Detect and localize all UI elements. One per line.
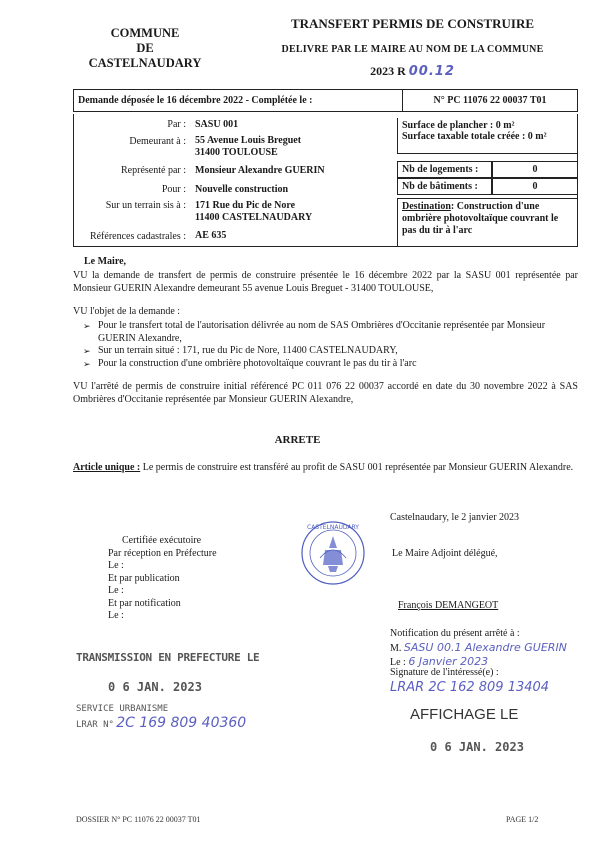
destination-box <box>397 198 578 246</box>
commune-line3: CASTELNAUDARY <box>88 56 202 70</box>
notification-m-hand: SASU 00.1 Alexandre GUERIN <box>403 641 567 654</box>
demande-date: Demande déposée le 16 décembre 2022 - Complétée le : <box>74 90 403 112</box>
article-unique <box>73 462 578 475</box>
terrain-line1: 171 Rue du Pic de Nore <box>195 200 296 211</box>
notification-le-label: Le : <box>390 657 406 668</box>
demeurant-line2: 31400 TOULOUSE <box>195 147 278 158</box>
transmission-stamp: TRANSMISSION EN PREFECTURE LE <box>76 651 260 664</box>
bullet-transfert-text: ➢ Pour le transfert total de l'autorisation délivrée au nom de SAS Ombrières d'Occitanie représentée par Monsieur GUERIN Alexandre, <box>98 320 546 344</box>
represente-label: Représenté par : <box>121 165 186 176</box>
nb-logements-label: Nb de logements : <box>397 161 492 178</box>
service-urbanisme: SERVICE URBANISME <box>76 704 169 714</box>
bullet-terrain-text: ➢ Sur un terrain situé : 171, rue du Pic de Nore, 11400 CASTELNAUDARY, <box>98 345 398 356</box>
pc-number: N° PC 11076 22 00037 T01 <box>403 90 578 112</box>
pour-value: Nouvelle construction <box>195 184 289 195</box>
bullet-transfert <box>84 320 576 345</box>
document-title: TRANSFERT PERMIS DE CONSTRUIRE <box>290 16 535 31</box>
terrain-line2: 11400 CASTELNAUDARY <box>195 212 313 223</box>
terrain-value <box>195 200 312 224</box>
notification-recipient <box>390 641 567 654</box>
affichage-stamp: AFFICHAGE LE <box>410 706 519 723</box>
demeurant-value <box>195 135 301 159</box>
cadastre-value: AE 635 <box>195 230 227 241</box>
represente-value: Monsieur Alexandre GUERIN <box>195 165 325 176</box>
demeurant-line1: 55 Avenue Louis Breguet <box>195 135 302 146</box>
document-subtitle: DELIVRE PAR LE MAIRE AU NOM DE LA COMMUNE <box>281 44 544 55</box>
arrete-heading: ARRETE <box>274 434 321 446</box>
certif-line2: Par réception en Préfecture <box>108 547 217 559</box>
par-label: Par : <box>167 119 186 130</box>
lrar-label: LRAR N° <box>76 720 114 730</box>
nb-logements-value: 0 <box>492 161 578 178</box>
vu-objet: VU l'objet de la demande : <box>73 306 181 317</box>
place-date: Castelnaudary, le 2 janvier 2023 <box>390 512 520 523</box>
notification-m-label: M. <box>390 643 402 654</box>
svg-text:CASTELNAUDARY: CASTELNAUDARY <box>307 524 359 531</box>
decision-number-handwritten: 00.12 <box>408 64 455 79</box>
certif-line4: Et par publication <box>108 572 180 584</box>
notification-lrar: LRAR 2C 162 809 13404 <box>390 680 550 695</box>
signatory-name: François DEMANGEOT <box>398 600 499 611</box>
signatory-role: Le Maire Adjoint délégué, <box>392 548 498 559</box>
bullet-terrain <box>84 345 576 358</box>
le-maire: Le Maire, <box>84 256 127 267</box>
certif-line6: Et par notification <box>108 597 181 609</box>
article-label: Article unique : <box>73 462 141 473</box>
vu-demande: VU la demande de transfert de permis de construire présentée le 16 décembre 2022 par la SASU 001 représentée par Monsieur GUERIN Alexandre demeurant 55 avenue Louis Breguet - 31400 TOULOUSE, <box>73 270 578 294</box>
commune-line2: DE <box>136 41 154 55</box>
footer-page: PAGE 1/2 <box>506 815 539 824</box>
nb-batiments-label: Nb de bâtiments : <box>397 178 492 195</box>
affichage-date: 0 6 JAN. 2023 <box>430 740 524 754</box>
par-value: SASU 001 <box>195 119 239 130</box>
certif-line7: Le : <box>108 610 124 621</box>
destination-label: Destination <box>402 201 451 212</box>
bullet-construction <box>84 358 576 371</box>
certification-block <box>108 535 217 623</box>
transmission-date: 0 6 JAN. 2023 <box>108 680 202 694</box>
notification-signature-label: Signature de l'intéressé(e) : <box>390 667 499 678</box>
decision-number <box>240 64 585 79</box>
cadastre-label: Références cadastrales : <box>89 231 186 242</box>
notification-le-hand: 6 Janvier 2023 <box>408 655 489 668</box>
terrain-label: Sur un terrain sis à : <box>105 200 186 211</box>
certif-line5: Le : <box>108 585 124 596</box>
surface-taxable: Surface taxable totale créée : 0 m² <box>402 131 547 142</box>
pour-label: Pour : <box>161 184 186 195</box>
commune-line1: COMMUNE <box>110 26 180 40</box>
certif-line1: Certifiée exécutoire <box>122 535 202 546</box>
demande-table <box>73 89 578 112</box>
surface-box <box>397 118 578 154</box>
lrar-line <box>76 715 246 731</box>
bullet-construction-text: ➢ Pour la construction d'une ombrière photovoltaïque couvrant le pas du tir à l'arc <box>98 358 417 369</box>
surface-plancher: Surface de plancher : 0 m² <box>402 120 515 131</box>
footer-dossier: DOSSIER N° PC 11076 22 00037 T01 <box>76 815 201 824</box>
vu-arrete-initial: VU l'arrêté de permis de construire initial référencé PC 011 076 22 00037 accordé en date du 30 novembre 2022 à SAS Ombrières d'Occitanie représentée par Monsieur GUERIN Alexandre, <box>73 381 578 405</box>
info-block <box>73 114 578 247</box>
certif-line3: Le : <box>108 560 124 571</box>
demeurant-label: Demeurant à : <box>129 136 186 147</box>
decision-number-printed: 2023 R <box>370 64 406 78</box>
notification-heading: Notification du présent arrêté à : <box>390 628 520 639</box>
nb-batiments-value: 0 <box>492 178 578 195</box>
commune-header <box>70 26 220 71</box>
destination-value: : Construction d'une ombrière photovoltaïque couvrant le pas du tir à l'arc <box>402 201 559 236</box>
lrar-number: 2C 169 809 40360 <box>116 715 247 731</box>
city-seal-icon <box>300 520 366 586</box>
article-text: Le permis de construire est transféré au profit de SASU 001 représentée par Monsieur GUERIN Alexandre. <box>140 462 574 473</box>
